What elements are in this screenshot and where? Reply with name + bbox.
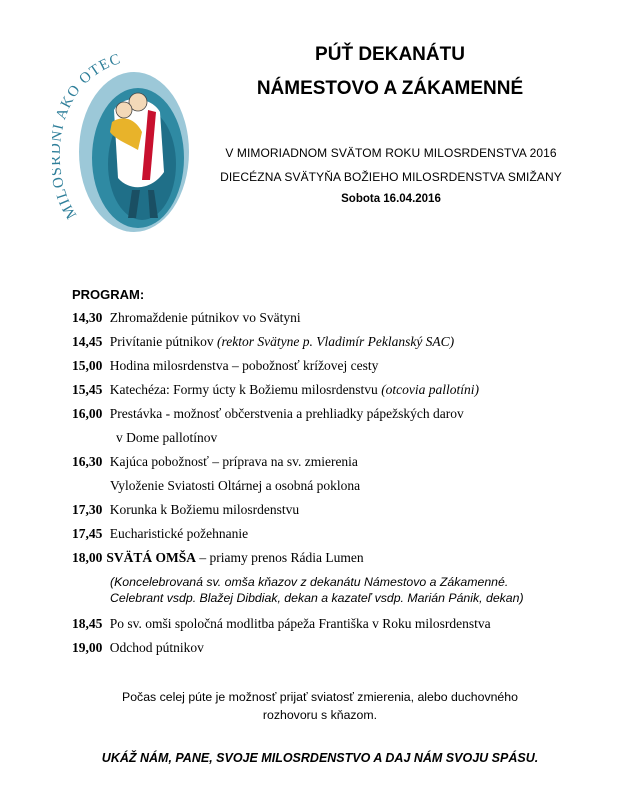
- schedule-item: [72, 406, 592, 422]
- mass-note-line-2: Celebrant vsdp. Blažej Dibdiak, dekan a kazateľ vsdp. Marián Pánik, dekan): [110, 591, 524, 605]
- closing-note: [80, 688, 560, 724]
- program-schedule: [72, 310, 592, 664]
- schedule-item: [72, 526, 592, 542]
- program-heading: PROGRAM:: [72, 287, 145, 302]
- schedule-time: 17,30: [72, 502, 103, 517]
- schedule-text: Odchod pútnikov: [109, 640, 204, 655]
- page-title: [200, 38, 580, 106]
- schedule-time: 17,45: [72, 526, 103, 541]
- schedule-text: Korunka k Božiemu milosrdenstvu: [109, 502, 300, 517]
- schedule-item: [72, 334, 592, 350]
- schedule-text: Zhromaždenie pútnikov vo Svätyni: [109, 310, 301, 325]
- logo-text: MIL Í AKO OTEC: [52, 51, 124, 222]
- schedule-text: Prestávka - možnosť občerstvenia a prehliadky pápežských darov: [109, 406, 464, 421]
- title-line-1: PÚŤ DEKANÁTU: [315, 44, 465, 65]
- schedule-item: [72, 454, 592, 470]
- subtitle-holy-year: V MIMORIADNOM SVÄTOM ROKU MILOSRDENSTVA 2016: [225, 146, 557, 160]
- schedule-text: – priamy prenos Rádia Lumen: [196, 550, 364, 565]
- schedule-time: 19,00: [72, 640, 103, 655]
- schedule-note: (otcovia pallotíni): [381, 382, 480, 397]
- schedule-time: 18,45: [72, 616, 103, 631]
- mass-label: SVÄTÁ OMŠA: [106, 550, 197, 565]
- schedule-item: [72, 310, 592, 326]
- motto: UKÁŽ NÁM, PANE, SVOJE MILOSRDENSTVO A DAJ NÁM SVOJU SPÁSU.: [101, 751, 539, 765]
- schedule-time: 14,45: [72, 334, 103, 349]
- schedule-continuation: Vyloženie Sviatosti Oltárnej a osobná poklona: [110, 478, 361, 493]
- mass-note-line-1: (Koncelebrovaná sv. omša kňazov z dekanátu Námestovo a Zákamenné.: [110, 575, 509, 589]
- schedule-time: 16,30: [72, 454, 103, 469]
- closing-line-2: rozhovoru s kňazom.: [262, 708, 378, 722]
- schedule-time: 18,00: [72, 550, 103, 565]
- schedule-text: Po sv. omši spoločná modlitba pápeža Františka v Roku milosrdenstva: [109, 616, 491, 631]
- schedule-item: [72, 616, 592, 632]
- schedule-time: 16,00: [72, 406, 103, 421]
- schedule-time: 15,00: [72, 358, 103, 373]
- schedule-time: 15,45: [72, 382, 103, 397]
- closing-line-1: Počas celej púte je možnosť prijať sviatosť zmierenia, alebo duchovného: [122, 690, 518, 704]
- schedule-note: (rektor Svätyne p. Vladimír Peklanský SAC): [217, 334, 455, 349]
- event-date: Sobota 16.04.2016: [341, 193, 441, 205]
- mass-note: [72, 574, 592, 606]
- title-line-2: NÁMESTOVO A ZÁKAMENNÉ: [256, 78, 524, 99]
- schedule-text: Katechéza: Formy úcty k Božiemu milosrdenstvu: [109, 382, 378, 397]
- schedule-time: 14,30: [72, 310, 103, 325]
- schedule-text: Kajúca pobožnosť – príprava na sv. zmierenia: [109, 454, 358, 469]
- schedule-text: Eucharistické požehnanie: [109, 526, 249, 541]
- schedule-item: [72, 358, 592, 374]
- schedule-continuation: v Dome pallotínov: [116, 430, 218, 445]
- schedule-item: [72, 502, 592, 518]
- schedule-item: [72, 550, 592, 566]
- schedule-item: [72, 382, 592, 398]
- subtitle-shrine: DIECÉZNA SVÄTYŇA BOŽIEHO MILOSRDENSTVA SMIŽANY: [220, 170, 562, 184]
- schedule-item: [72, 640, 592, 656]
- jubilee-of-mercy-logo-icon: [52, 40, 198, 240]
- schedule-text: Privítanie pútnikov: [109, 334, 214, 349]
- schedule-text: Hodina milosrdenstva – pobožnosť krížovej cesty: [109, 358, 379, 373]
